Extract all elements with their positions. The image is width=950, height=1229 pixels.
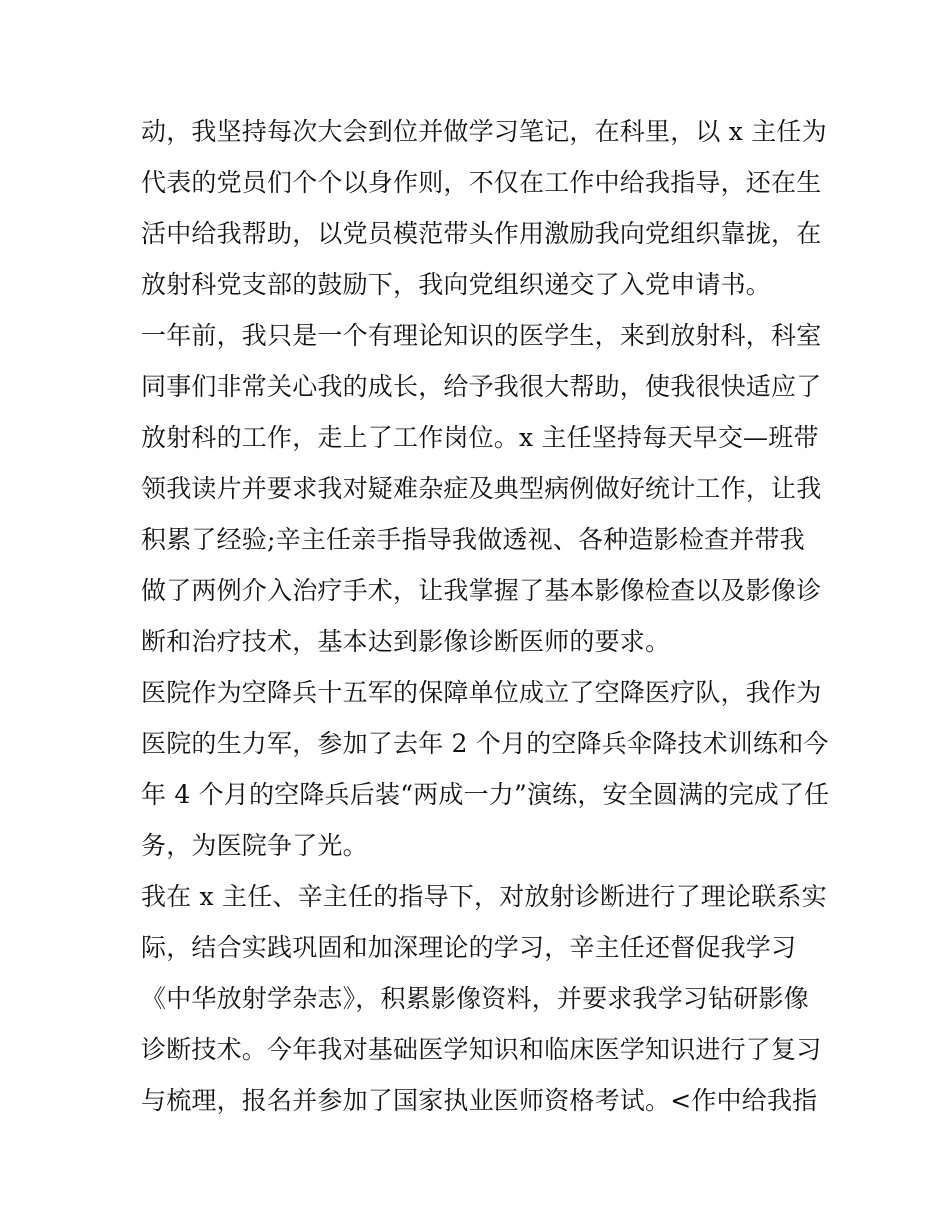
text-line: 诊断技术。今年我对基础医学知识和临床医学知识进行了复习: [141, 1035, 822, 1064]
text-line: 一年前，我只是一个有理论知识的医学生，来到放射科，科室: [141, 321, 822, 350]
text-line: 做了两例介入治疗手术，让我掌握了基本影像检查以及影像诊: [141, 576, 822, 605]
text-line: 断和治疗技术，基本达到影像诊断医师的要求。: [141, 627, 671, 656]
text-line: 代表的党员们个个以身作则，不仅在工作中给我指导，还在生: [141, 168, 822, 197]
document-body: [141, 106, 830, 1126]
text-line: 《中华放射学杂志》，积累影像资料，并要求我学习钻研影像: [141, 984, 809, 1013]
text-line: 活中给我帮助，以党员模范带头作用激励我向党组织靠拢，在: [141, 219, 822, 248]
text-line: 放射科的工作，走上了工作岗位。x 主任坚持每天早交—班带: [141, 423, 819, 452]
text-line: 我在 x 主任、辛主任的指导下，对放射诊断进行了理论联系实: [141, 882, 827, 911]
text-line: 同事们非常关心我的成长，给予我很大帮助，使我很快适应了: [141, 372, 822, 401]
text-line: 年 4 个月的空降兵后装“两成一力”演练，安全圆满的完成了任: [141, 780, 830, 809]
text-line: 积累了经验;辛主任亲手指导我做透视、各种造影检查并带我: [141, 525, 805, 554]
text-line: 医院的生力军，参加了去年 2 个月的空降兵伞降技术训练和今: [141, 729, 829, 758]
text-line: 放射科党支部的鼓励下，我向党组织递交了入党申请书。: [141, 270, 772, 299]
text-line: 际，结合实践巩固和加深理论的学习，辛主任还督促我学习: [141, 933, 797, 962]
text-line: 动，我坚持每次大会到位并做学习笔记，在科里，以 x 主任为: [141, 117, 827, 146]
text-line: 领我读片并要求我对疑难杂症及典型病例做好统计工作，让我: [141, 474, 822, 503]
text-line: 医院作为空降兵十五军的保障单位成立了空降医疗队，我作为: [141, 678, 822, 707]
text-line: 务，为医院争了光。: [141, 831, 368, 860]
text-line: 与梳理，报名并参加了国家执业医师资格考试。<作中给我指: [141, 1086, 818, 1115]
